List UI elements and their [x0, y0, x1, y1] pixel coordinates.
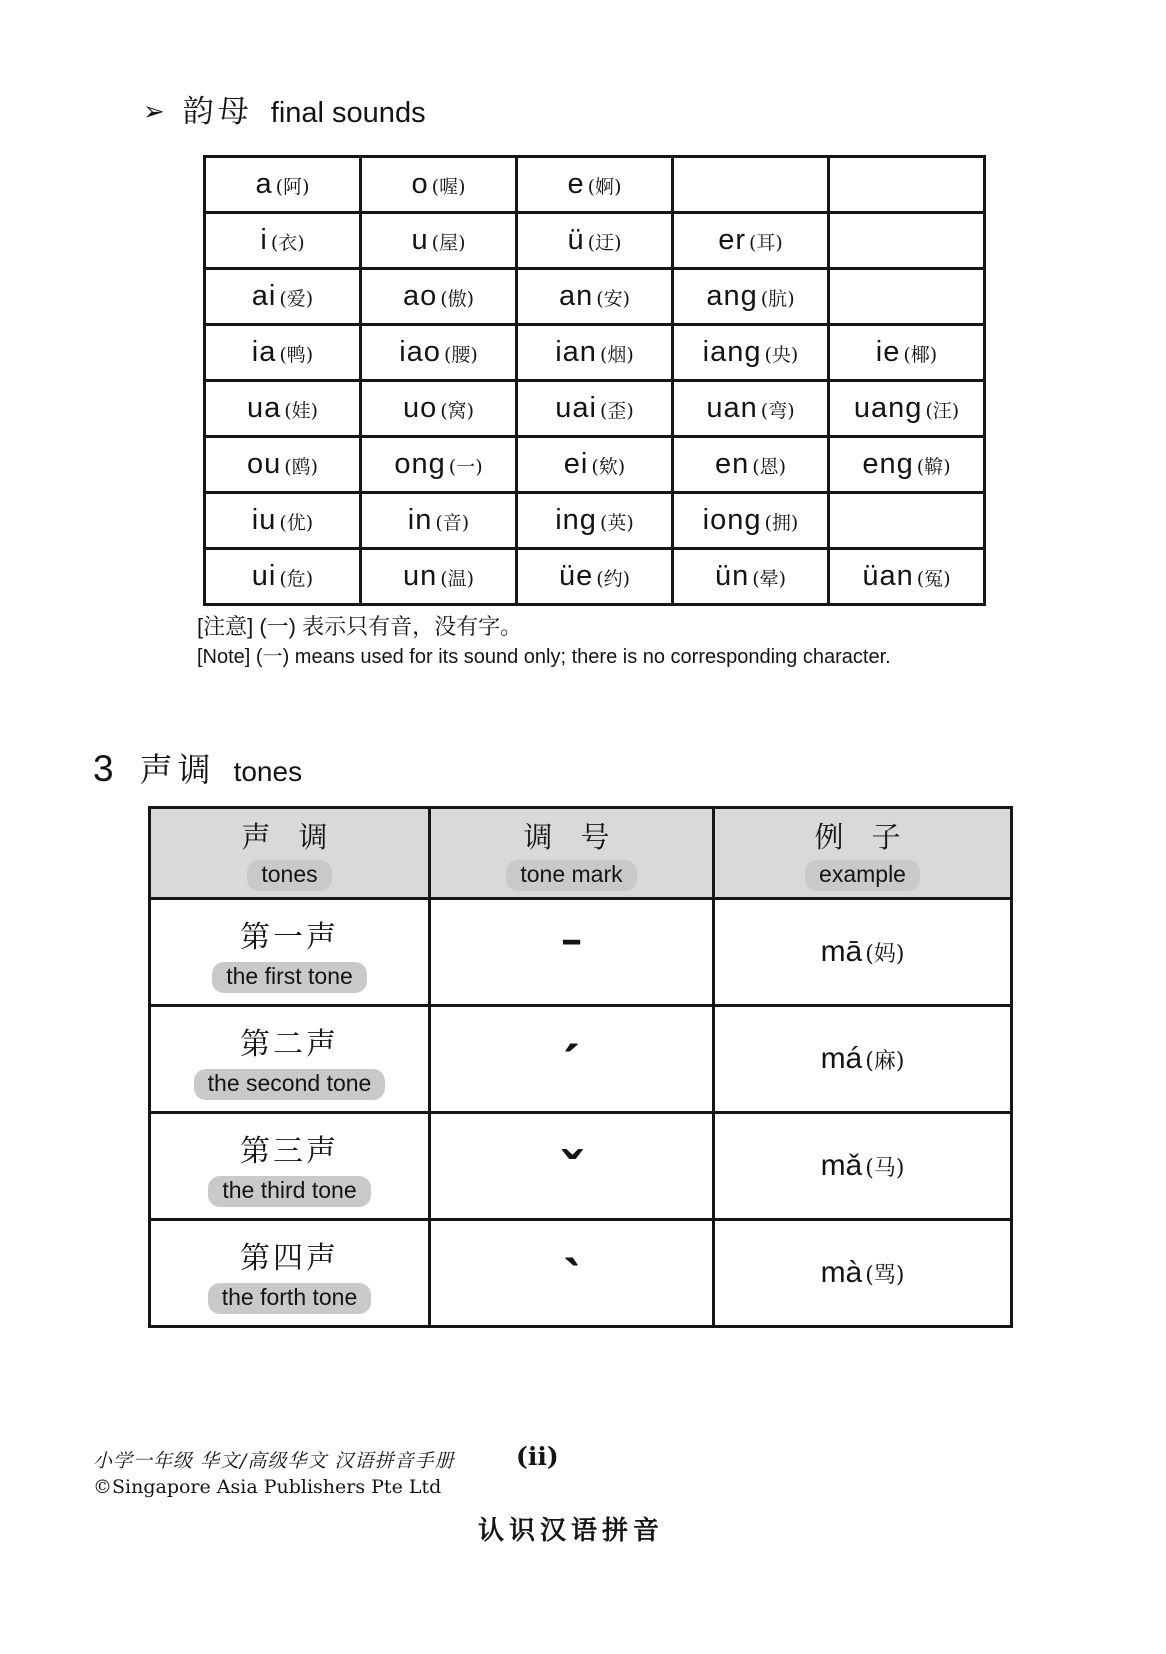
hanzi-text: (歪): [599, 400, 634, 422]
hanzi-text: (烟): [599, 344, 634, 366]
finals-cell: [205, 549, 361, 605]
pinyin-text: uan: [706, 392, 758, 424]
tones-heading-en: tones: [233, 756, 303, 787]
tone-name-en: the first tone: [212, 962, 367, 993]
finals-cell: [517, 269, 673, 325]
finals-cell: [673, 437, 829, 493]
pinyin-text: u: [411, 224, 429, 256]
finals-row: [205, 157, 985, 213]
finals-row: [205, 437, 985, 493]
pinyin-text: en: [714, 448, 750, 480]
hanzi-text: (鸭): [279, 344, 314, 366]
tone-row: [150, 1113, 1012, 1220]
tones-header-cell: [714, 808, 1012, 899]
finals-cell: [205, 325, 361, 381]
arrow-bullet-icon: ➢: [143, 96, 165, 126]
finals-cell: [361, 549, 517, 605]
example-hanzi: (妈): [865, 942, 905, 967]
finals-cell: [205, 269, 361, 325]
pinyin-text: e: [567, 168, 585, 200]
hanzi-text: (恩): [752, 456, 787, 478]
finals-table-body: [205, 157, 985, 605]
pinyin-text: ong: [394, 448, 446, 480]
example-pinyin: mā: [820, 935, 863, 968]
pinyin-text: er: [718, 224, 746, 256]
tone-mark-cell: [430, 1113, 714, 1220]
hanzi-text: (衣): [270, 232, 305, 254]
pinyin-text: üe: [558, 560, 594, 592]
finals-cell: [517, 381, 673, 437]
example-pinyin: mà: [820, 1256, 863, 1289]
tone-name-en: the second tone: [194, 1069, 386, 1100]
finals-cell: [829, 381, 985, 437]
tone-name-zh: 第一声: [240, 919, 339, 955]
pinyin-text: uai: [555, 392, 597, 424]
finals-cell: [673, 325, 829, 381]
finals-cell: [361, 269, 517, 325]
finals-cell: [517, 437, 673, 493]
pinyin-text: ou: [246, 448, 282, 480]
finals-cell: [205, 437, 361, 493]
pinyin-text: ao: [402, 280, 438, 312]
tones-header-zh: 例 子: [814, 822, 911, 854]
pinyin-text: iu: [251, 504, 277, 536]
footer-page-number: (ii): [516, 1442, 559, 1471]
hanzi-text: (安): [596, 288, 631, 310]
hanzi-text: (约): [596, 568, 631, 590]
tones-header-en: example: [805, 860, 920, 891]
pinyin-text: o: [411, 168, 429, 200]
finals-cell: [205, 381, 361, 437]
finals-cell: [517, 549, 673, 605]
finals-cell: [205, 213, 361, 269]
hanzi-text: (娃): [284, 400, 319, 422]
finals-cell: [205, 493, 361, 549]
tone-name-zh: 第三声: [240, 1133, 339, 1169]
finals-cell: [829, 437, 985, 493]
tones-table-body: [150, 899, 1012, 1327]
finals-cell-empty: [829, 493, 985, 549]
tone-example-cell: [714, 1006, 1012, 1113]
hanzi-text: (肮): [760, 288, 795, 310]
tone-name-cell: [150, 899, 430, 1006]
example-hanzi: (马): [865, 1156, 905, 1181]
finals-cell: [517, 213, 673, 269]
tone-mark-cell: [430, 1220, 714, 1327]
example-hanzi: (骂): [865, 1263, 905, 1288]
hanzi-text: (汪): [925, 400, 960, 422]
tone-mark-cell: [430, 899, 714, 1006]
pinyin-text: ia: [251, 336, 277, 368]
tone-mark-glyph: ˉ: [561, 927, 582, 992]
finals-row: [205, 493, 985, 549]
hanzi-text: (鞥): [916, 456, 951, 478]
finals-cell: [829, 325, 985, 381]
pinyin-text: a: [255, 168, 273, 200]
tone-name-cell: [150, 1113, 430, 1220]
finals-cell: [829, 549, 985, 605]
hanzi-text: (拥): [764, 512, 799, 534]
finals-cell: [673, 381, 829, 437]
finals-heading-zh: 韵母: [182, 94, 253, 129]
pinyin-text: in: [407, 504, 433, 536]
hanzi-text: (腰): [443, 344, 478, 366]
finals-heading-en: final sounds: [270, 97, 426, 129]
finals-cell: [673, 549, 829, 605]
tone-row: [150, 899, 1012, 1006]
tone-mark-glyph: ˇ: [561, 1141, 582, 1206]
finals-cell: [673, 269, 829, 325]
finals-cell-empty: [829, 213, 985, 269]
finals-cell: [205, 157, 361, 213]
finals-cell: [361, 213, 517, 269]
hanzi-text: (喔): [431, 176, 466, 198]
tone-mark-glyph: ˋ: [561, 1248, 582, 1313]
finals-row: [205, 381, 985, 437]
pinyin-text: iao: [399, 336, 441, 368]
hanzi-text: (音): [435, 512, 470, 534]
hanzi-text: (迂): [587, 232, 622, 254]
tone-mark-glyph: ˊ: [561, 1034, 582, 1099]
tone-row: [150, 1220, 1012, 1327]
tone-example-cell: [714, 899, 1012, 1006]
finals-row: [205, 325, 985, 381]
pinyin-text: i: [260, 224, 268, 256]
tones-heading: [93, 744, 302, 791]
tones-header-en: tones: [247, 860, 331, 891]
footer-copyright: ©Singapore Asia Publishers Pte Ltd: [93, 1476, 442, 1498]
hanzi-text: (弯): [760, 400, 795, 422]
finals-row: [205, 213, 985, 269]
finals-cell: [361, 437, 517, 493]
hanzi-text: (屋): [431, 232, 466, 254]
footer-book-title: 小学一年级 华文/高级华文 汉语拼音手册: [93, 1450, 455, 1472]
hanzi-text: (婀): [587, 176, 622, 198]
finals-cell: [673, 213, 829, 269]
pinyin-text: un: [402, 560, 438, 592]
pinyin-text: iang: [702, 336, 762, 368]
hanzi-text: (阿): [275, 176, 310, 198]
finals-cell-empty: [673, 157, 829, 213]
hanzi-text: (优): [279, 512, 314, 534]
hanzi-text: (耳): [748, 232, 783, 254]
finals-row: [205, 269, 985, 325]
hanzi-text: (欸): [591, 456, 626, 478]
pinyin-text: ü: [567, 224, 585, 256]
tone-name-en: the third tone: [208, 1176, 370, 1207]
finals-cell: [517, 493, 673, 549]
tones-header-row: [150, 808, 1012, 899]
tone-example-cell: [714, 1220, 1012, 1327]
pinyin-text: iong: [702, 504, 762, 536]
finals-cell: [361, 157, 517, 213]
tone-row: [150, 1006, 1012, 1113]
tone-mark-cell: [430, 1006, 714, 1113]
tone-name-cell: [150, 1006, 430, 1113]
hanzi-text: (温): [440, 568, 475, 590]
pinyin-text: ie: [875, 336, 901, 368]
tones-heading-zh: 声调: [139, 751, 216, 788]
note-english: [Note] (一) means used for its sound only; there is no corresponding character.: [197, 646, 891, 668]
pinyin-text: ing: [555, 504, 597, 536]
tone-example-cell: [714, 1113, 1012, 1220]
tones-header-cell: [430, 808, 714, 899]
finals-row: [205, 549, 985, 605]
pinyin-text: eng: [862, 448, 914, 480]
pinyin-text: ian: [555, 336, 597, 368]
pinyin-text: ün: [714, 560, 750, 592]
example-pinyin: má: [820, 1042, 863, 1075]
hanzi-text: (危): [279, 568, 314, 590]
pinyin-text: ua: [246, 392, 282, 424]
finals-cell-empty: [829, 269, 985, 325]
finals-cell: [361, 381, 517, 437]
pinyin-text: üan: [862, 560, 914, 592]
footer-series-title: 认识汉语拼音: [478, 1516, 665, 1546]
hanzi-text: (窝): [440, 400, 475, 422]
hanzi-text: (一): [448, 456, 483, 478]
tones-table: [148, 806, 1013, 1328]
pinyin-text: uo: [402, 392, 438, 424]
finals-table-container: [203, 155, 986, 606]
hanzi-text: (鸥): [284, 456, 319, 478]
pinyin-text: ai: [251, 280, 277, 312]
pinyin-text: ei: [563, 448, 589, 480]
tones-header-en: tone mark: [506, 860, 636, 891]
hanzi-text: (爱): [279, 288, 314, 310]
pinyin-text: an: [558, 280, 594, 312]
pinyin-text: ui: [251, 560, 277, 592]
hanzi-text: (傲): [440, 288, 475, 310]
note-chinese: [注意] (一) 表示只有音，没有字。: [197, 614, 523, 639]
finals-cell-empty: [829, 157, 985, 213]
tone-name-zh: 第二声: [240, 1026, 339, 1062]
hanzi-text: (椰): [903, 344, 938, 366]
hanzi-text: (晕): [752, 568, 787, 590]
tones-table-head: [150, 808, 1012, 899]
example-pinyin: mǎ: [820, 1149, 863, 1182]
pinyin-text: ang: [706, 280, 758, 312]
finals-table: [203, 155, 986, 606]
hanzi-text: (央): [764, 344, 799, 366]
pinyin-text: uang: [853, 392, 923, 424]
finals-cell: [673, 493, 829, 549]
finals-cell: [361, 325, 517, 381]
example-hanzi: (麻): [865, 1049, 905, 1074]
finals-heading: [143, 86, 426, 131]
hanzi-text: (冤): [916, 568, 951, 590]
tone-name-cell: [150, 1220, 430, 1327]
finals-cell: [517, 325, 673, 381]
finals-cell: [361, 493, 517, 549]
tones-header-cell: [150, 808, 430, 899]
tones-header-zh: 调 号: [523, 822, 620, 854]
tones-table-container: [148, 806, 1013, 1328]
tone-name-en: the forth tone: [208, 1283, 372, 1314]
hanzi-text: (英): [599, 512, 634, 534]
finals-cell: [517, 157, 673, 213]
section-number: 3: [93, 748, 114, 789]
tone-name-zh: 第四声: [240, 1240, 339, 1276]
tones-header-zh: 声 调: [241, 822, 338, 854]
